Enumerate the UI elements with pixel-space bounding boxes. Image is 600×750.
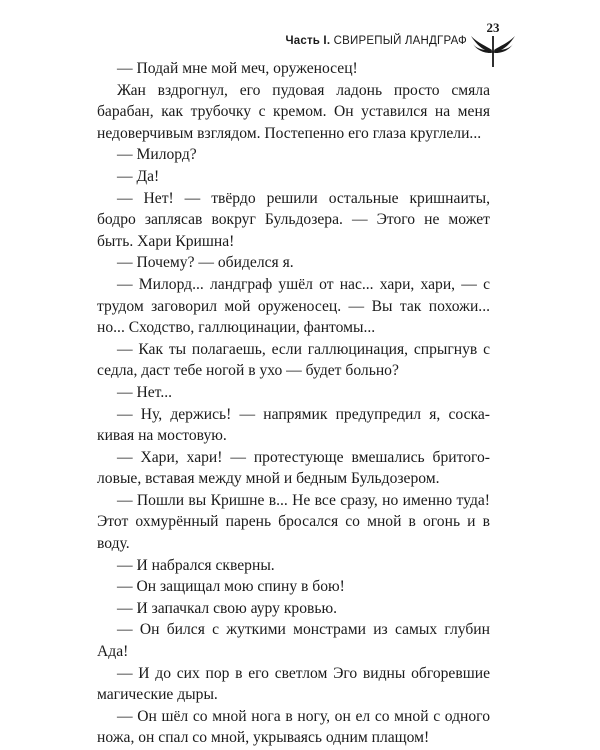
paragraph: — Ну, держись! — напрямик предупредил я, соскакивая на мостовую. [97,405,490,445]
paragraph: — И до сих пор в его светлом Эго видны обгоревшие магические дыры. [97,664,490,704]
paragraph: — Милорд? [117,146,197,164]
paragraph: — Он защищал мою спину в бою! [117,578,345,596]
paragraph: — Да! [117,167,160,185]
paragraph: — Почему? — обиделся я. [117,254,294,272]
paragraph: — И запачкал свою ауру кровью. [117,599,338,617]
paragraph: — Нет... [117,383,173,401]
paragraph: Жан вздрогнул, его пудовая ладонь просто смяла барабан, как трубочку с кремом. Он уставился на меня недоверчивым взглядом. Постепенно его глаза круглели... [97,81,490,142]
page-number: 23 [486,20,500,35]
paragraph: — Он шёл со мной нога в ногу, он ел со мной с одного ножа, он спал со мной, укрываясь одним плащом! [97,707,490,747]
paragraph: — Нет! — твёрдо решили остальные кришнаиты, бодро заплясав вокруг Бульдозера. — Этого не может быть. Хари Кришна! [97,189,490,250]
paragraph: — Хари, хари! — протестующе вмешались бритоголовые, вставая между мной и бедным Бульдозером. [97,448,490,488]
paragraph: — Пошли вы Кришне в... Не все сразу, но именно туда! Этот охмурённый парень бросался со мной в огонь и в воду. [97,491,490,553]
paragraph: — Подай мне мой меч, оруженосец! [117,60,358,77]
part-label: Часть I. [285,35,331,47]
running-head-title [285,35,467,47]
page-body [97,58,490,749]
paragraph: — Как ты полагаешь, если галлюцинация, спрыгнув с седла, даст тебе ногой в ухо — будет больно? [97,340,490,380]
paragraph: — И набрался скверны. [117,556,275,574]
paragraph: — Он бился с жуткими монстрами из самых глубин Ада! [97,621,490,661]
paragraph: — Милорд... ландграф ушёл от нас... хари, хари, — с трудом заговорил мой оруженосец. — Вы так похожи... но... Сходство, галлюцинации, фантомы... [97,275,490,337]
chapter-title: СВИРЕПЫЙ ЛАНДГРАФ [333,35,467,47]
